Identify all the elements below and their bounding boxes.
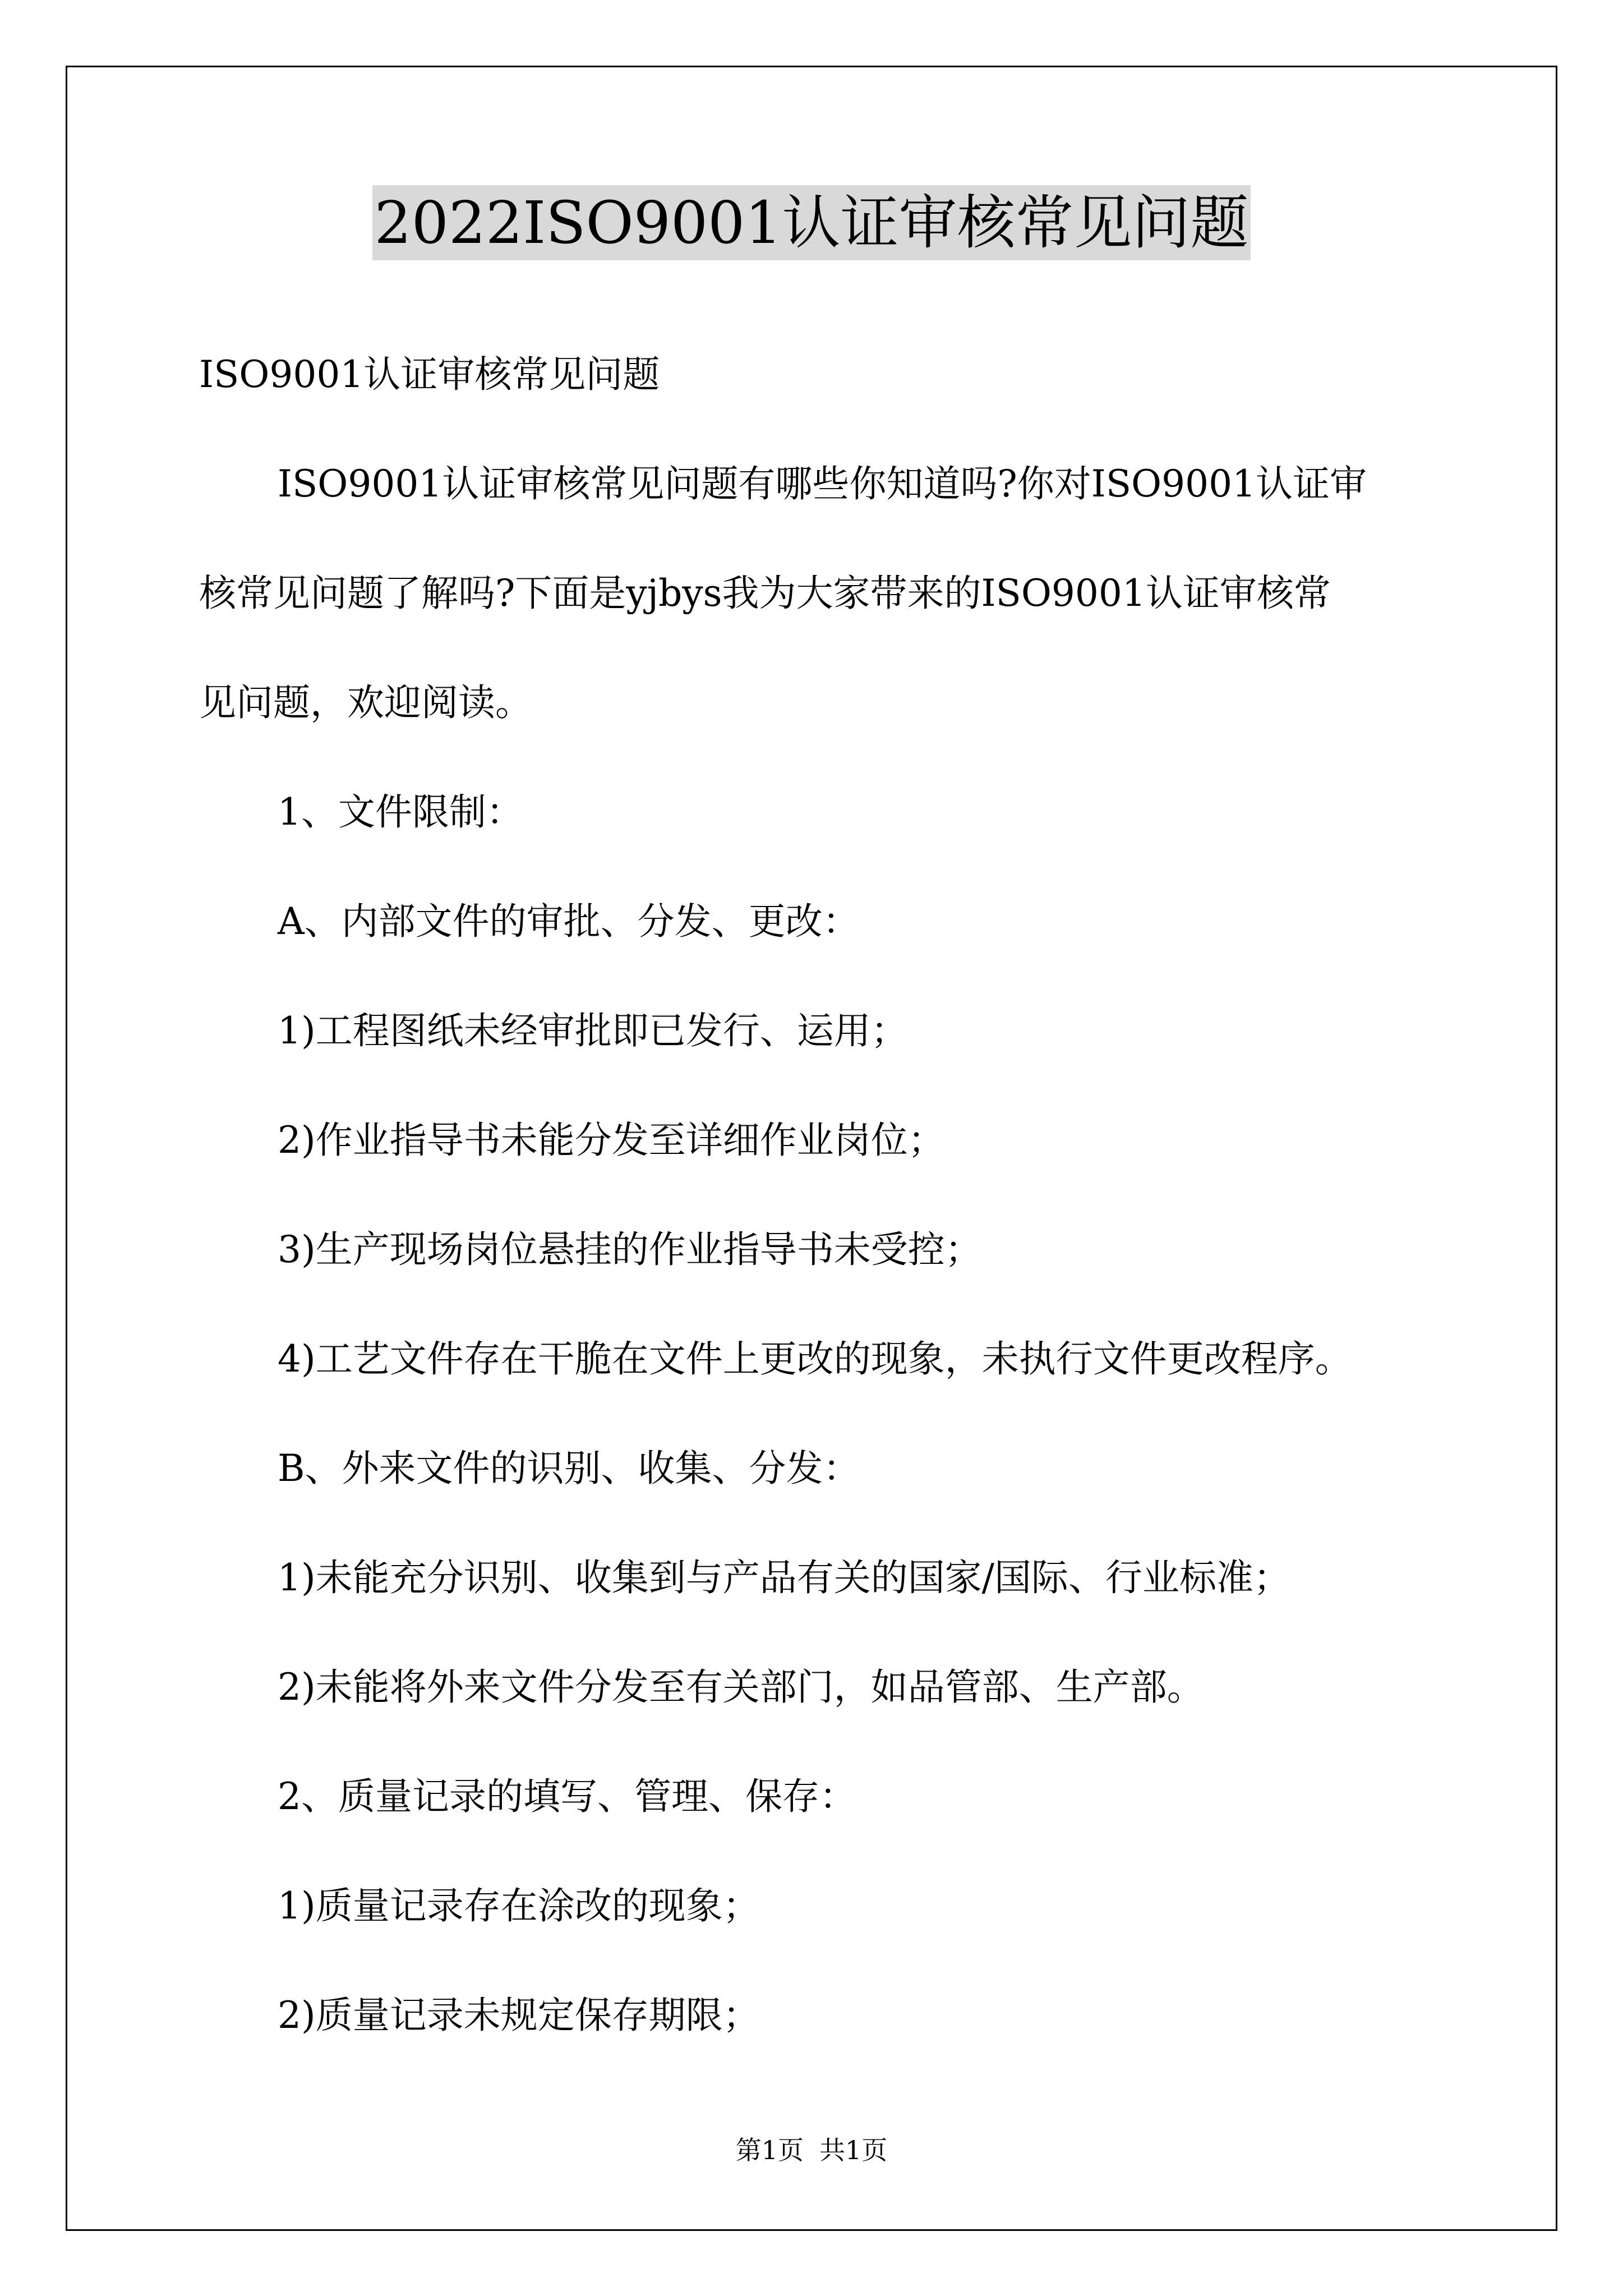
list-item: 1)未能充分识别、收集到与产品有关的国家/国际、行业标准； bbox=[278, 1556, 1290, 1599]
list-item: 1)工程图纸未经审批即已发行、运用； bbox=[278, 1009, 908, 1052]
paragraph-intro-line-2: 核常见问题了解吗?下面是yjbys我为大家带来的ISO9001认证审核常 bbox=[199, 572, 1331, 615]
list-item: 2)未能将外来文件分发至有关部门，如品管部、生产部。 bbox=[278, 1665, 1204, 1709]
document-title bbox=[0, 188, 1623, 257]
list-item: 3)生产现场岗位悬挂的作业指导书未受控； bbox=[278, 1228, 982, 1271]
document-title-text: 2022ISO9001认证审核常见问题 bbox=[372, 185, 1251, 260]
subsection-heading-a: A、内部文件的审批、分发、更改： bbox=[278, 900, 860, 943]
page-footer bbox=[0, 2137, 1623, 2163]
section-heading-2: 2、质量记录的填写、管理、保存： bbox=[278, 1775, 856, 1818]
list-item: 4)工艺文件存在干脆在文件上更改的现象，未执行文件更改程序。 bbox=[278, 1337, 1352, 1381]
list-item: 2)作业指导书未能分发至详细作业岗位； bbox=[278, 1119, 945, 1162]
paragraph-intro-line-3: 见问题，欢迎阅读。 bbox=[199, 681, 532, 724]
paragraph-subtitle: ISO9001认证审核常见问题 bbox=[199, 353, 660, 396]
subsection-heading-b: B、外来文件的识别、收集、分发： bbox=[278, 1447, 860, 1490]
list-item: 1)质量记录存在涂改的现象； bbox=[278, 1884, 760, 1927]
paragraph-intro-line-1: ISO9001认证审核常见问题有哪些你知道吗?你对ISO9001认证审 bbox=[278, 462, 1367, 505]
page-number-current: 第1页 bbox=[735, 2135, 804, 2165]
section-heading-1: 1、文件限制： bbox=[278, 790, 523, 834]
page-number-total: 共1页 bbox=[819, 2135, 888, 2165]
list-item: 2)质量记录未规定保存期限； bbox=[278, 1994, 760, 2037]
